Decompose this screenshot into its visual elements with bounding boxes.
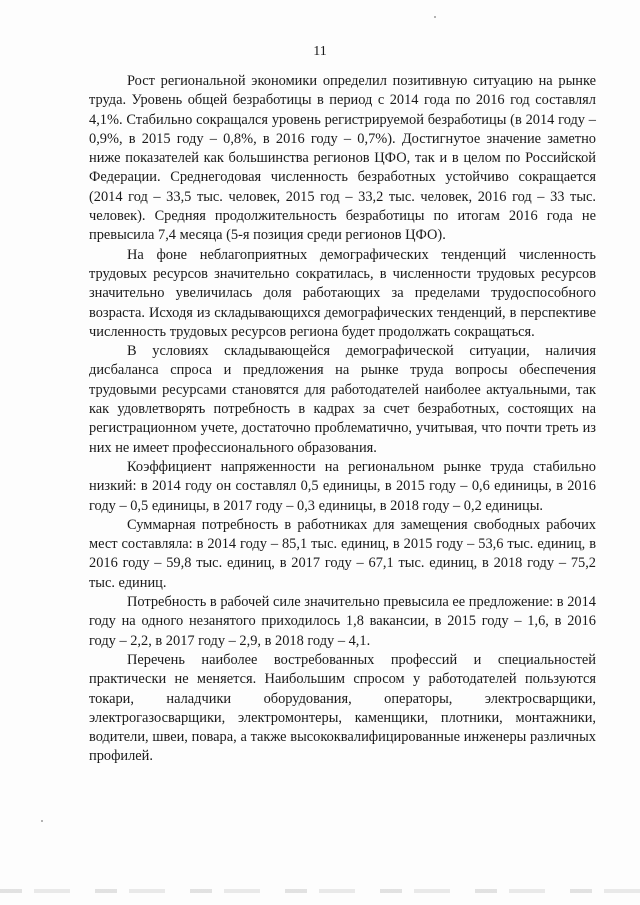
paragraph-professions: Перечень наиболее востребованных профессий и специальностей практически не меняется. Наибольшим спросом у работодателей пользуются токари, наладчики оборудования, операторы, электросварщики, электрогазосварщики, электромонтеры, каменщики, плотники, монтажники, водители, швеи, повара, а также высококвалифицированные инженеры различных профилей.	[89, 651, 596, 765]
scan-speck	[434, 16, 436, 18]
body-text	[89, 72, 596, 767]
page-number: 11	[313, 44, 327, 59]
paragraph-labor-market: Рост региональной экономики определил позитивную ситуацию на рынке труда. Уровень общей безработицы в период с 2014 года по 2016 год составлял 4,1%. Стабильно сокращался уровень регистрируемой безработицы (в 2014 году – 0,9%, в 2015 году – 0,8%, в 2016 году – 0,7%). Достигнутое значение заметно ниже показателей как большинства регионов ЦФО, так и в целом по Российской Федерации. Среднегодовая численность безработных устойчиво сокращается (2014 год – 33,5 тыс. человек, 2015 год – 33,2 тыс. человек, 2016 год – 33 тыс. человек). Средняя продолжительность безработицы по итогам 2016 года не превысила 7,4 месяца (5-я позиция среди регионов ЦФО).	[89, 73, 596, 244]
scan-speck	[41, 820, 43, 822]
paragraph-demographics: На фоне неблагоприятных демографических тенденций численность трудовых ресурсов значительно сократилась, в численности трудовых ресурсов значительно увеличилась доля работающих за пределами трудоспособного возраста. Исходя из складывающихся демографических тенденций, в перспективе численность трудовых ресурсов региона будет продолжать сокращаться.	[89, 246, 596, 340]
scan-edge-noise	[0, 889, 640, 893]
paragraph-workforce-demand: В условиях складывающейся демографической ситуации, наличия дисбаланса спроса и предложения на рынке труда вопросы обеспечения трудовыми ресурсами становятся для работодателей наиболее актуальными, так как удовлетворять потребность в кадрах за счет безработных, состоящих на регистрационном учете, достаточно проблематично, учитывая, что почти треть из них не имеет профессионального образования.	[89, 343, 596, 456]
paragraph-tension-coefficient: Коэффициент напряженности на региональном рынке труда стабильно низкий: в 2014 году он составлял 0,5 единицы, в 2015 году – 0,6 единицы, в 2016 году – 0,5 единицы, в 2017 году – 0,3 единицы, в 2018 году – 0,2 единицы.	[89, 458, 596, 514]
paragraph-total-demand: Суммарная потребность в работниках для замещения свободных рабочих мест составляла: в 2014 году – 85,1 тыс. единиц, в 2015 году – 53,6 тыс. единиц, в 2016 году – 59,8 тыс. единиц, в 2017 году – 67,1 тыс. единиц, в 2018 году – 75,2 тыс. единиц.	[89, 516, 596, 591]
paragraph-vacancies-ratio: Потребность в рабочей силе значительно превысила ее предложение: в 2014 году на одного незанятого приходилось 1,8 вакансии, в 2015 году – 1,6, в 2016 году – 2,2, в 2017 году – 2,9, в 2018 году – 4,1.	[89, 594, 596, 649]
